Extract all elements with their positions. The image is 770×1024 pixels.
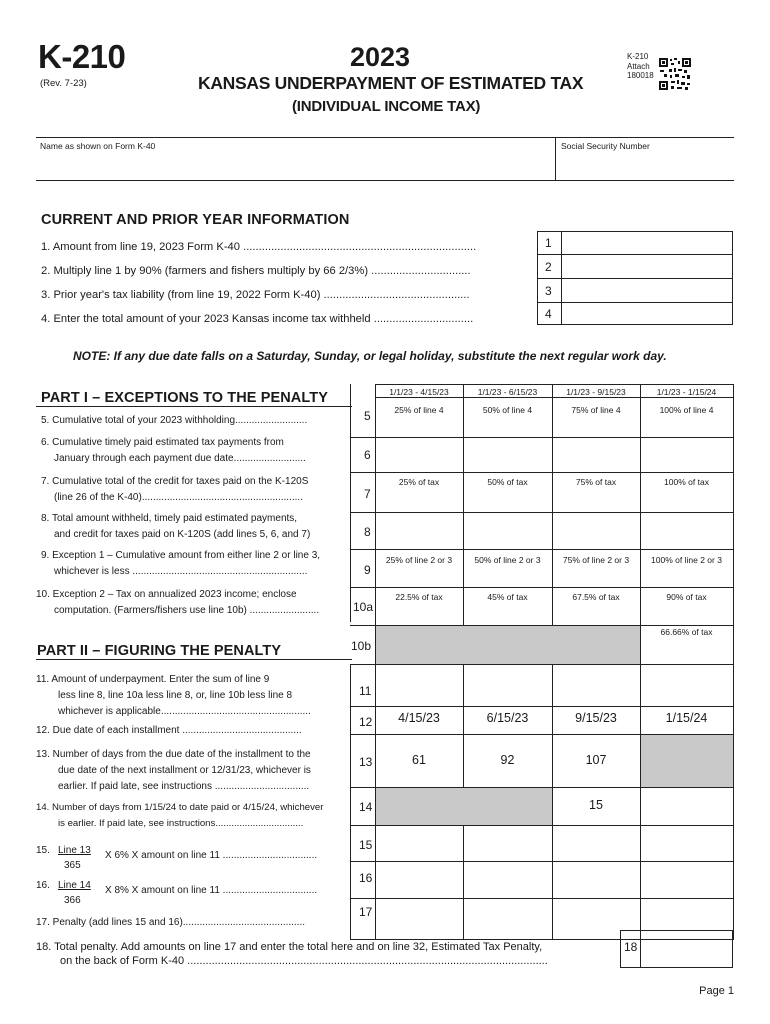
line-18-number: 18 xyxy=(624,940,638,954)
line-9-col2-note: 50% of line 2 or 3 xyxy=(474,555,541,565)
line-14-number: 14 xyxy=(359,800,373,814)
line-15-number: 15 xyxy=(359,838,373,852)
line-15-fraction-top: Line 13 xyxy=(58,845,91,856)
line-15-text: X 6% X amount on line 11 .................................. xyxy=(105,850,318,861)
line-16-number: 16 xyxy=(359,871,373,885)
line-10-label: 10. Exception 2 – Tax on annualized 2023 income; enclose computation. (Farmers/fishers use line 10b) ......................... xyxy=(36,589,320,616)
column-header-q4: 1/1/23 - 1/15/24 xyxy=(656,387,717,397)
shaded-cell xyxy=(376,788,552,825)
line-10a-col1-note: 22.5% of tax xyxy=(395,592,443,602)
line-9-col1-note: 25% of line 2 or 3 xyxy=(385,555,453,565)
line-6-number: 6 xyxy=(364,448,371,462)
line-4-number: 4 xyxy=(545,307,552,321)
line-11-number: 11 xyxy=(359,684,372,698)
line-3-input[interactable] xyxy=(563,280,731,301)
ssn-field-label: Social Security Number xyxy=(561,141,650,151)
line-5-number: 5 xyxy=(364,409,371,423)
line-10b-col4-note: 66.66% of tax xyxy=(660,627,713,637)
line-9-col4-note: 100% of line 2 or 3 xyxy=(651,555,722,565)
form-id: K-210 xyxy=(38,38,126,75)
line-12-col2: 6/15/23 xyxy=(486,711,529,725)
line-17-number: 17 xyxy=(359,905,373,919)
line-13-label: 13. Number of days from the due date of the installment to the due date of the next installment or 12/31/23, whichever is earlier. If paid late, see instructions .................................. xyxy=(36,749,311,792)
shaded-cell xyxy=(641,735,733,787)
line-13-number: 13 xyxy=(359,755,373,769)
line-5-col2-note: 50% of line 4 xyxy=(482,405,533,415)
line-18-label: 18. Total penalty. Add amounts on line 17 and enter the total here and on line 32, Estimated Tax Penalty, on the back of Form K-40 ...................................................................................................................... xyxy=(36,941,548,967)
line-15-fraction-bottom: 365 xyxy=(64,860,81,871)
line-12-col4: 1/15/24 xyxy=(665,711,708,725)
page-title: KANSAS UNDERPAYMENT OF ESTIMATED TAX xyxy=(198,73,584,93)
line-16-label: 16. xyxy=(36,880,50,891)
line-10a-col4-note: 90% of tax xyxy=(666,592,707,602)
ssn-field[interactable] xyxy=(561,152,731,178)
line-14-col3: 15 xyxy=(589,798,603,812)
line-2-input[interactable] xyxy=(563,256,731,277)
line-5-col4-note: 100% of line 4 xyxy=(659,405,714,415)
line-18-input[interactable] xyxy=(642,932,731,966)
line-10a-col2-note: 45% of tax xyxy=(487,592,528,602)
line-5-label: 5. Cumulative total of your 2023 withholding.......................... xyxy=(41,415,308,426)
line-7-col3-note: 75% of tax xyxy=(575,477,617,487)
line-10a-number: 10a xyxy=(353,600,374,614)
line-7-col2-note: 50% of tax xyxy=(487,477,528,487)
line-13-col3: 107 xyxy=(585,753,607,767)
line-16-text: X 8% X amount on line 11 .................................. xyxy=(105,885,318,896)
line-16-fraction-top: Line 14 xyxy=(58,880,91,891)
line-2-number: 2 xyxy=(545,260,552,274)
line-12-col1: 4/15/23 xyxy=(398,711,440,725)
line-2-label: 2. Multiply line 1 by 90% (farmers and fishers multiply by 66 2/3%) ................................ xyxy=(41,265,471,277)
line-8-label: 8. Total amount withheld, timely paid estimated payments, and credit for taxes paid on K-120S (add lines 5, 6, and 7) xyxy=(41,513,311,540)
revision: (Rev. 7-23) xyxy=(40,78,87,89)
qr-code-icon xyxy=(658,57,692,91)
line-8-number: 8 xyxy=(364,525,371,539)
line-12-label: 12. Due date of each installment ........................................... xyxy=(36,725,302,736)
note: NOTE: If any due date falls on a Saturday, Sunday, or legal holiday, substitute the next regular work day. xyxy=(73,349,667,363)
page-number: Page 1 xyxy=(699,985,734,997)
divider xyxy=(555,137,556,181)
attachment-code: K-210 Attach 180018 xyxy=(627,52,654,80)
line-1-input[interactable] xyxy=(563,232,731,253)
line-7-number: 7 xyxy=(364,487,371,501)
line-3-number: 3 xyxy=(545,284,552,298)
line-15-label: 15. xyxy=(36,845,50,856)
line-12-number: 12 xyxy=(359,715,373,729)
line-4-label: 4. Enter the total amount of your 2023 Kansas income tax withheld ................................ xyxy=(41,313,474,325)
tax-year: 2023 xyxy=(350,42,411,72)
line-9-col3-note: 75% of line 2 or 3 xyxy=(562,555,630,565)
line-1-label: 1. Amount from line 19, 2023 Form K-40 ........................................................................... xyxy=(41,241,477,253)
line-10b-number: 10b xyxy=(351,639,372,653)
part2-heading: PART II – FIGURING THE PENALTY xyxy=(37,643,282,659)
line-3-label: 3. Prior year's tax liability (from line 19, 2022 Form K-40) ............................................... xyxy=(41,289,470,301)
name-field[interactable] xyxy=(40,152,550,178)
name-field-label: Name as shown on Form K-40 xyxy=(40,141,156,151)
line-12-col3: 9/15/23 xyxy=(575,711,617,725)
divider xyxy=(36,180,734,181)
line-10a-col3-note: 67.5% of tax xyxy=(572,592,620,602)
shaded-cell xyxy=(376,626,640,664)
line-7-col1-note: 25% of tax xyxy=(398,477,440,487)
line-5-col3-note: 75% of line 4 xyxy=(571,405,621,415)
line-13-col2: 92 xyxy=(500,753,515,767)
column-header-q2: 1/1/23 - 6/15/23 xyxy=(477,387,538,397)
line-4-input[interactable] xyxy=(563,304,731,324)
line-1-number: 1 xyxy=(545,236,552,250)
part1-heading: PART I – EXCEPTIONS TO THE PENALTY xyxy=(41,390,328,406)
section-heading-current-prior: CURRENT AND PRIOR YEAR INFORMATION xyxy=(41,212,350,228)
column-header-q3: 1/1/23 - 9/15/23 xyxy=(566,387,626,397)
line-9-number: 9 xyxy=(364,563,371,577)
line-7-label: 7. Cumulative total of the credit for taxes paid on the K-120S (line 26 of the K-40).......................................................... xyxy=(41,476,309,503)
line-7-col4-note: 100% of tax xyxy=(664,477,709,487)
column-header-q1: 1/1/23 - 4/15/23 xyxy=(389,387,449,397)
line-6-label: 6. Cumulative timely paid estimated tax payments from January through each payment due date.......................... xyxy=(41,437,306,464)
line-17-label: 17. Penalty (add lines 15 and 16)............................................ xyxy=(36,917,306,928)
line-9-label: 9. Exception 1 – Cumulative amount from either line 2 or line 3, whichever is less ............................................................... xyxy=(41,550,321,577)
line-16-fraction-bottom: 366 xyxy=(64,895,81,906)
line-13-col1: 61 xyxy=(412,753,426,767)
divider xyxy=(36,137,734,138)
page-subtitle: (INDIVIDUAL INCOME TAX) xyxy=(292,98,481,115)
line-11-label: 11. Amount of underpayment. Enter the sum of line 9 less line 8, line 10a less line 8, or, line 10b less line 8 whichever is applicable...................................................... xyxy=(36,674,311,717)
line-14-label: 14. Number of days from 1/15/24 to date paid or 4/15/24, whichever is earlier. If paid late, see instructions................................. xyxy=(36,802,324,829)
line-5-col1-note: 25% of line 4 xyxy=(394,405,444,415)
